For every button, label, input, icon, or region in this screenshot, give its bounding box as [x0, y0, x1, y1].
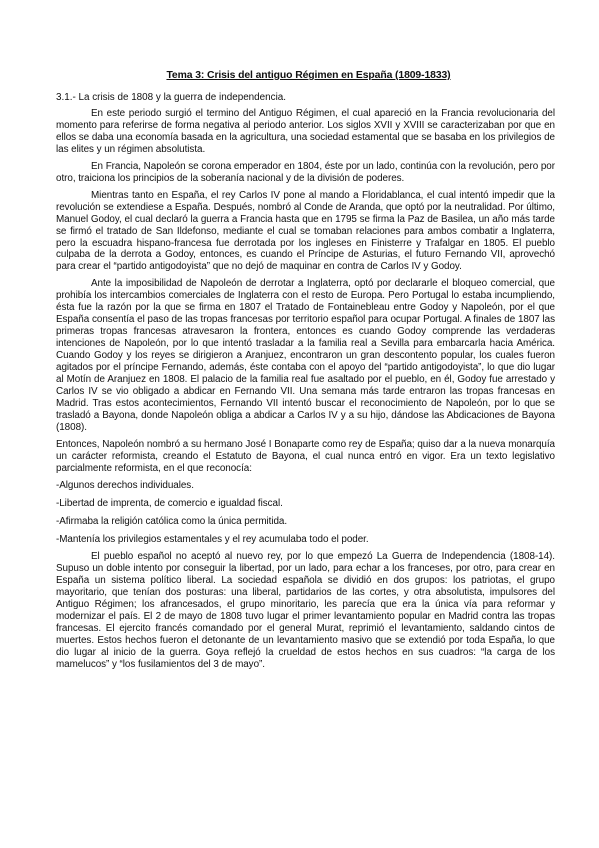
list-item: -Afirmaba la religión católica como la única permitida.: [56, 515, 288, 527]
paragraph-carlos-iv: Mientras tanto en España, el rey Carlos IV pone al mando a Floridablanca, el cual intentó impedir que la revolución se extendiese a España. Después, nombró al Conde de Aranda, que optó por la neutralidad. Por último, Manuel Godoy, el cual declaró la guerra a Francia hasta que en 1795 se firma la Paz de Basilea, un año más tarde se firmó el tratado de San Ildefonso, mediante el cual se tomaban relaciones para ambos combatir a Inglaterra, pero la escuadra hispano-francesa fue derrotada por los ingleses en Finisterre y Trafalgar en 1805. El pueblo culpaba de la derrota a Godoy, entonces, es cuando el Príncipe de Asturias, el futuro Fernando VII, aprovechó para crear el “partido antigodoyista” que no dejó de maquinar en contra de Carlos IV y Godoy.: [56, 189, 555, 273]
list-item: -Mantenía los privilegios estamentales y el rey acumulaba todo el poder.: [56, 533, 369, 545]
list-item: -Libertad de imprenta, de comercio e igualdad fiscal.: [56, 497, 283, 509]
paragraph-guerra-independencia: El pueblo español no aceptó al nuevo rey, por lo que empezó La Guerra de Independencia (1808-14). Supuso un doble intento por conseguir la libertad, por un lado, para echar a los franceses, por otro, para crear en España un sistema político liberal. La sociedad española se dividió en dos grupos: los patriotas, el grupo mayoritario, que tenían dos posturas: una liberal, partidarios de las cortes, y otra absolutista, impulsores del Antiguo Régimen; los afrancesados, el grupo minoritario, les parecía que era la única vía para reformar y modernizar el país. El 2 de mayo de 1808 tuvo lugar el primer levantamiento popular en Madrid contra las tropas francesas. El ejercito francés comandado por el general Murat, reprimió el levantamiento, saldando cintos de muertes. Estos hechos fueron el detonante de un levantamiento masivo que se extendió por toda España, lo que dio lugar al inicio de la guerra. Goya reflejó la crueldad de estos hechos en sus cuadros: “la carga de los mamelucos” y “los fusilamientos del 3 de mayo”.: [56, 551, 555, 671]
paragraph-antiguo-regimen: En este periodo surgió el termino del Antiguo Régimen, el cual apareció en la Francia revolucionaria del momento para referirse de forma negativa al periodo anterior. Los siglos XVII y XVIII se caracterizaban por que en ellos se daba una economía basada en la agricultura, una sociedad estamental que se basaba en los privilegios de las elites y un régimen absolutista.: [56, 108, 555, 155]
list-item: -Algunos derechos individuales.: [56, 479, 194, 491]
paragraph-napoleon-emperador: En Francia, Napoleón se corona emperador en 1804, éste por un lado, continúa con la revolución, pero por otro, traiciona los principios de la soberanía nacional y de la división de poderes.: [56, 160, 555, 184]
paragraph-jose-bonaparte: Entonces, Napoleón nombró a su hermano José I Bonaparte como rey de España; quiso dar a la nueva monarquía un carácter reformista, creando el Estatuto de Bayona, el cual nunca entró en vigor. Era un texto legislativo parcialmente reformista, en el que reconocía:: [56, 438, 555, 474]
paragraph-bloqueo-comercial: Ante la imposibilidad de Napoleón de derrotar a Inglaterra, optó por declararle el bloqueo comercial, que prohibía los intercambios comerciales de Inglaterra con el resto de Europa. Pero Portugal lo estaba incumpliendo, ésta fue la razón por la que se firma en 1807 el Tratado de Fontainebleau entre Godoy y Napoleón, por el que España consentía el paso de las tropas francesas por territorio español para ocupar Portugal. A finales de 1807 las primeras tropas francesas atravesaron la frontera, entonces es cuando Godoy comprende las verdaderas intenciones de Napoleón, por lo que intentó trasladar a la familia real a Sevilla para embarcarla hacia América. Cuando Godoy y los reyes se dirigieron a Aranjuez, encontraron un gran descontento popular, los cuales fueron agitados por el príncipe Fernando, además, éste contaba con el apoyo del “partido antigodoyista”, lo que dio lugar al Motín de Aranjuez en 1808. El palacio de la familia real fue asaltado por el pueblo, en él, Godoy fue arrestado y Carlos IV se vio obligado a abdicar en Fernando VII. Una semana más tarde entraron las tropas francesas en Madrid. Tras estos acontecimientos, Fernando VII intentó buscar el reconocimiento de Napoleón, por lo que se trasladó a Bayona, donde Napoleón obliga a abdicar a Carlos IV y a su hijo, dándose las Abdicaciones de Bayona (1808).: [56, 278, 555, 433]
section-heading: 3.1.- La crisis de 1808 y la guerra de independencia.: [56, 92, 287, 103]
document-title: Tema 3: Crisis del antiguo Régimen en España (1809-1833): [166, 70, 451, 81]
